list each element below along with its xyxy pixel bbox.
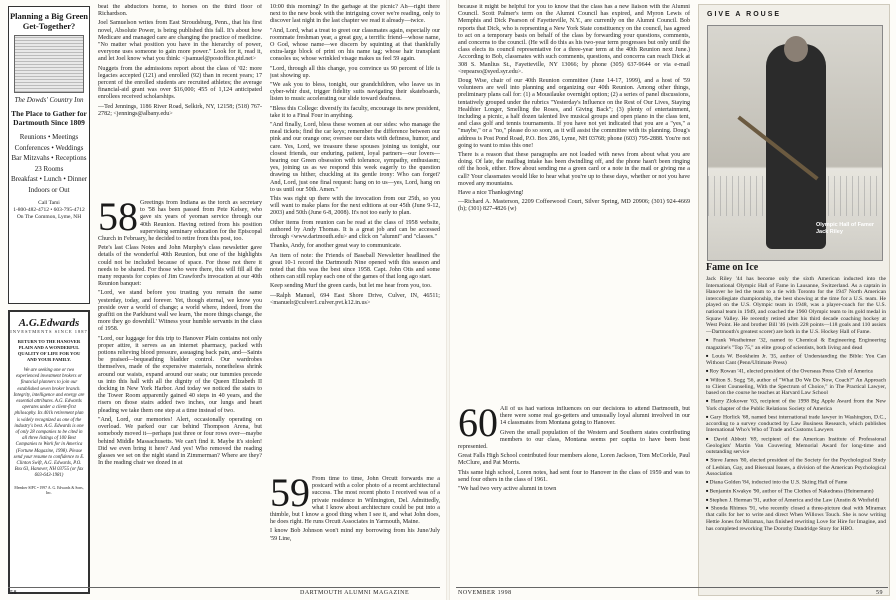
agedwards-fine-print: Member SIPC • 1997 A. G. Edwards & Sons, Inc. <box>14 485 84 495</box>
player-head <box>784 36 808 62</box>
honor-text: Shonda Rhimes '91, who recently closed a three-picture deal with Miramax that calls for her to write and direct When Willows Touch. She is now writing Hettie Jones for Miramax, has finished rewriting Love for Hire for Imagine, and has completed reworking The Dorothy Dandridge Story for HBO. <box>706 505 886 532</box>
class-notes-column <box>458 4 690 404</box>
honor-text: Louis W. Bookheim Jr. '35, author of Understanding the Bible: You Can Without Cant (Penn/Ultimate Press) <box>706 353 886 366</box>
bullet-icon: ■ <box>706 487 710 493</box>
paragraph: "Lord, we stand before you trusting you remain the same yesterday, today, and forever. Yet, though eternal, we know you preside over a world of change; a world where, indeed, from the graffiti on the Parkhurst wall we learn, 'the more things change, the more they go downhill.' Witness your humble servants in the class of 1958. <box>98 290 262 333</box>
bullet-icon: ■ <box>706 505 711 511</box>
bullet-icon: ■ <box>706 376 711 382</box>
inn-contact <box>9 200 89 221</box>
inn-service: Reunions • Meetings <box>19 133 79 141</box>
paragraph: —Ralph Manuel, 694 East Shore Drive, Culver, IN, 46511; <manuelr@culver1.culver.pvt.k12.in.us> <box>270 292 440 306</box>
paragraph: beat the abductors home, to horses on the third floor of Richardson. <box>98 4 262 18</box>
magazine-name: DARTMOUTH ALUMNI MAGAZINE <box>300 590 410 596</box>
honor-item <box>706 398 886 412</box>
inn-name: The Dowds' Country Inn <box>14 96 84 104</box>
honor-item <box>706 353 886 367</box>
paragraph: "We ask you to bless, tonight, our grandchildren, who leave us in cyber-whir dust, trigger fidelity suits navigating their skateboards, listen to music accelerating our slide toward deafness. <box>270 82 440 103</box>
bullet-icon: ■ <box>706 367 710 373</box>
honor-text: Steve James '80, elected president of the Society for the Psychological Study of Lesbian, Gay, and Bisexual Issues, a division of the American Psychological Association <box>706 457 886 478</box>
honor-text: David Abbott '69, recipient of the American Institute of Professional Geologists' Martin Van Couvering Memorial Award for long-time and outstanding service <box>706 436 886 456</box>
honor-item <box>706 497 886 504</box>
sidebar-lead: Jack Riley '44 has become only the sixth American inducted into the International Olympic Hall of Fame in Lausanne, Switzerland. As a captain in Hanover he led the team to a tie with Toronto for the 1947 North American intercollegiate championship, the best showing at the time for a U.S. team. He played on the U.S. Olympic team in 1948, was a player-coach for the U.S. national team in 1949, and coached the 1960 Olympic team to its gold medal in Squaw Valley. He recently retired after his third decade coaching hockey at West Point. He and brother Bill '46 (with 228 points—118 goals and 110 assists—Dartmouth's greatest scorer) are both in the U.S. Hockey Hall of Fame. <box>706 276 886 335</box>
paragraph: This same high school, Loren notes, had sent four to Hanover in the class of 1959 and was to send four others in the class of 1961. <box>458 469 690 483</box>
paragraph: Doug Wise, chair of our 40th Reunion committee (June 14-17, 1999), and a host of '59 volunteers are well into planning and organizing our 40th Reunion. Among other things, preliminary plans call for: (1) a Mousilauke overnight option; (2) a series of panel discussions, tentatively grouped under the rubrics "Yesterday's Influence on the Rest of Our Lives, Staying Healthier Longer, Smelling the Roses, and Giving Back"; (3) plenty of entertainment, including a picnic, a half dozen talented live musical groups and open piano in the class tent, and class golf and tennis tournaments. If you have not yet indicated that you are a "yes," a "maybe," or a "no," please do so soon, as it will assist the committee with its planning. Doug's address is Post Pond Road, P.O. Box 286, Lyme, NH 03768; phone (603) 795-2888. You're not going to want to miss this one! <box>458 78 690 149</box>
inn-service: Conferences • Weddings <box>14 143 84 152</box>
footer-rule <box>8 587 440 588</box>
honor-text: Harry Zlokower '63, recipient of the 1998 Big Apple Award from the New York chapter of the Public Relations Society of America <box>706 398 886 412</box>
inn-service: Indoors or Out <box>28 185 70 194</box>
paragraph: "And, Lord, our memories! Alert, occasionally operating on overload. We parked our car behind Thompson Arena, but somebody moved it—perhaps just three or four rows over—maybe behind Middle Massachusetts. We can't find it. Maybe it's stolen! Did we even bring it here? And yes! Who removed the reading glasses we set on the night stand in Zimmerman? Where are they? In the reading chair we dozed in at <box>98 416 262 467</box>
inn-tagline: The Place to Gather for Dartmouth Since 1809 <box>11 109 87 127</box>
honor-text: Roy Rowan '41, elected president of the Overseas Press Club of America <box>709 368 873 375</box>
paragraph: "And finally, Lord, bless these women at our sides: who manage the meal tickets; find the car keys; remember the difference between our pink and our orange one; oversee our diets with deftness, humor, and care. Yes, Lord, we treasure these spouses joining us tonight, our closest friends, our enduring, patient, loyal partners—our lovers—bearing our Green obsession with tolerance, sympathy, enthusiasm; yes, joining us as we respond this week eagerly to the question drawing us hither, chuckling at its gentle irony: Who can forget? And, Lord, just one final request: hang on to us—yes, Lord, hang on to us until our 50th. Amen." <box>270 122 440 193</box>
page-number-left: 58 <box>10 590 17 596</box>
paragraph: Have a nice Thanksgiving! <box>458 190 524 197</box>
bullet-icon: ■ <box>706 457 711 463</box>
honor-text: Gary Horlick '68, named best international trade lawyer in Washington, D.C., according to a survey conducted by Law Business Research, which publishes International Who's Who of Trade and Customs Lawyers <box>706 414 886 434</box>
paragraph: Pete's last Class Notes and John Murphy's class newsletter gave details of the wonderful 40th Reunion, but one of the highlights could not be included because of space. For those not there it needs to be shared. For those who were there, this will fill all the many requests for copies of Jim Crawford's invocation at our 40th Reunion banquet: <box>98 245 262 288</box>
honor-item <box>706 436 886 456</box>
honor-item <box>706 368 886 375</box>
footer-rule <box>456 587 888 588</box>
bullet-icon: ■ <box>706 435 714 441</box>
jack-riley-photo <box>707 25 883 261</box>
honor-item <box>706 505 886 532</box>
paragraph: All of us had various influences on our decisions to attend Dartmouth, but there were some real go-getters and unusually loyal alumni involved in our 14 classmates from Montana going to Hanover. <box>500 406 690 427</box>
inn-contact-line: Call Tami <box>38 200 60 206</box>
inn-contact-line: 1-800-482-4712 • 603-795-4712 <box>13 207 85 213</box>
inn-service: Breakfast • Lunch • Dinner <box>10 175 88 183</box>
class-1960-notes <box>458 406 690 584</box>
honor-item <box>706 377 886 397</box>
paragraph: Keep sending Murf the green cards, but let me hear from you, too. <box>270 283 432 290</box>
agedwards-advertisement[interactable] <box>8 310 90 594</box>
caption-line: Jack Riley <box>816 229 843 235</box>
class-notes-column <box>98 4 262 200</box>
class-year-numeral: 58 <box>98 200 138 239</box>
class-1959-notes <box>270 476 440 584</box>
inn-ad-headline: Planning a Big Green Get-Together? <box>9 11 88 31</box>
paragraph: —Richard A. Masterson, 2209 Coffeewood Court, Silver Spring, MD 20906; (301) 924-4669 (h); (301) 827-4826 (w) <box>458 199 690 213</box>
paragraph: Great Falls High School contributed four members alone, Loren Jackson, Tom McCorkle, Paul McClure, and Pat Morris. <box>458 453 690 467</box>
paragraph: because it might be helpful for you to know that the class has a new liaison with the Alumni Council. Scott Palmer's term on the Alumni Council has expired, and Myron Lewis of Memphis and Dick Pearson of Fayetteville, N.Y., are currently on the Alumni Council. Bob reports that Dick, who is reprsenting a New York State constituency on the council, has agreed to act on a temporary basis on behalf of the class by forwarding your questions, comments, and concerns to the council. (He will do this as his two-year term progresses but only until the class elects its council representative for a three-year term at the 40th Reunion next June.) According to Bob, classmates with such comments, questions, and concerns can reach Dick at 308 S. Manlius St., Fayetteville, NY 13066; by phone (305) 637-9644 or via e-mail <repearso@syed.syr.edu>. <box>458 4 690 75</box>
bullet-icon: ■ <box>706 479 710 485</box>
sidebar-heading: Fame on Ice <box>706 262 759 273</box>
inn-service: 23 Rooms <box>34 164 64 173</box>
paragraph: From time to time, John Orcutt forwards me a postcard with a color photo of a recent architectural success. The most recent photo I received was of a private residence in Wilmington, Del. Admittedly, what I know about architecture could be put into a thimble, but I know a good thing when I see it, and what John does, he does right. He runs Orcutt Associates in Yarmouth, Maine. <box>270 476 440 526</box>
paragraph: "Lord, our luggage for this trip to Hanover Plain contains not only proper attire, it serves as an internet pharmacy, packed with potions relieving blood pressure, assuaging back pain, and—Saints be praised—bequeathing bladder control. Our wardrobes themselves, made of the expensive materials, nonetheless shrink around our waists, expand around our seats; our tummies precede us into this hall with all the dignity of the Queen Elizabeth II docking in New York Harbor. And today we noticed the stairs to the Tower Room apparently gained 40 steps in 40 years, and the risers on those stairs added two inches, our lungs and heart pleading we take them one step at a time instead of two. <box>98 335 262 414</box>
paragraph: "Lord, through all this change, you convince us 90 percent of life is just showing up. <box>270 65 440 79</box>
paragraph: I know Bob Johnson won't mind my borrowing from his June/July '59 Line, <box>270 528 440 542</box>
honor-text: Wilton S. Sogg '56, author of "What Do We Do Now, Coach?" An Approach to Client Counseling, With the Spectrum of Choice," in The Practical Lawyer, based on the course he teaches at Harvard Law School <box>706 377 886 397</box>
honor-item <box>706 488 886 495</box>
paragraph: Given the small population of the Western and Southern states contributing members to our class, Montana seems per capita to have been best represented. <box>458 429 690 451</box>
inn-advertisement[interactable] <box>8 6 90 304</box>
paragraph: This was right up there with the invocation from our 25th, so you will want to make plans for the next editions at our 45th (June 9-12, 2003) and 50th (June 6-8, 2008). It's not too early to plan. <box>270 196 440 217</box>
paragraph: An item of note: the Friends of Baseball Newsletter headlined the great 10-1 record the Dartmouth Nine opened with this season and noted that this was the best since 1958. Capt. John Otis and some others can still replay each one of the games of that long ago start. <box>270 252 440 281</box>
paragraph: Thanks, Andy, for another great way to communicate. <box>270 243 402 250</box>
bullet-icon: ■ <box>706 398 712 404</box>
paragraph: "And, Lord, what a treat to greet our classmates again, especially our roommate freshman year, a great guy, a terrific friend—whose name, O God, whose name—we discern by squinting at that thankfully extra-large block of print on his name tag; whose hair transplant consoles us; whose wrinkled visage makes us feel 59 again. <box>270 27 440 63</box>
paragraph: Greetings from Indiana as the torch as secretary to '58 has been passed from Pete Kelsey, who gave six years of yeoman service through our 40th Reunion. Having retired from his position supervising seminary education for the Episcopal Church in February, he decided to retire from this post, too. <box>98 200 262 243</box>
honor-item <box>706 479 886 486</box>
bullet-icon: ■ <box>706 337 714 343</box>
class-1958-notes <box>98 200 262 584</box>
bullet-icon: ■ <box>706 413 711 419</box>
inn-services <box>9 132 89 195</box>
honor-text: Frank Westheimer '32, named to Chemical & Engineering Engineering magazine's "Top 75," an elite group of scientists, both living and dead <box>706 337 886 351</box>
paragraph: Other items from reunion can be read at the class of 1958 website, authored by Andy Thomas. It is a great job and can be accessed through <www.dartmouth.edu> and click on "alumni" and "classes." <box>270 219 440 241</box>
honor-text: Benjamin Kwakye '90, author of The Clothes of Nakedness (Heinemann) <box>709 488 874 495</box>
agedwards-body: We are seeking one or two experienced investment brokers or financial planners to join our established seven broker branch. Integrity, intelligence and energy are essential attributes. A.G. Edwards operates under a client-first philosophy. Its 401k retirement plan is widely recognized as one of the industry's best. A.G. Edwards is one of only 28 companies to be cited in all three listings of 100 Best Companies to Work for in America (Fortune Magazine, 1998). Please send your resume to confidence to E. Clinton Swift, A.G. Edwards, P.O. Box 63, Hanover, NH 03755 (or fax 603-643-1981) <box>13 368 85 479</box>
agedwards-logo: A.G.Edwards <box>18 317 80 329</box>
bullet-icon: ■ <box>706 496 710 502</box>
photo-caption <box>816 222 874 236</box>
honor-item <box>706 457 886 477</box>
caption-line: Olympic Hall of Famer <box>816 222 875 228</box>
honor-item <box>706 414 886 434</box>
paragraph: "Bless this College: diversify its faculty, encourage its new president, take it to a Final Four in anything. <box>270 105 440 119</box>
inn-illustration <box>14 35 84 93</box>
paragraph: Nuggets from the admissions report about the class of '02: more legacies accepted (121) and enrolled (92) than in recent years; 17 percent of the enrolled students are recruited athletes; the average financial-aid grant was over $16,000; 455 of 1,124 anticipated enrollees received scholarships. <box>98 65 262 101</box>
inn-contact-line: On The Common, Lyme, NH <box>16 214 82 220</box>
agedwards-intro: RETURN TO THE HANOVER PLAIN AND A WONDERFUL QUALITY OF LIFE FOR YOU AND YOUR FAMILY. <box>17 339 81 362</box>
paragraph: "We had two very active alumni in town <box>458 486 557 493</box>
class-year-numeral: 59 <box>270 476 310 515</box>
sidebar-title: GIVE A ROUSE <box>707 11 782 18</box>
paragraph: There is a reason that these paragraphs are not loaded with news from about what you are doing. Of late, the mailbag intake has been dwindling off, and the phone hasn't been ringing off the hook, either. How about sending me a green card or a note in the mail or giving me a call? Your classmates would like to hear what you're up to these days, whether or not you have moved any mountains. <box>458 152 690 187</box>
honor-text: Stephen J. Herman '91, author of America and the Law (Anstin & Winfield) <box>709 497 880 504</box>
sidebar-body <box>706 276 886 590</box>
paragraph: Joel Samuelson writes from East Stroudsburg, Penn., that his first novel, Absolute Power, is being published this fall. It's about how Medicare and managed care are changing the practice of medicine. "No matter what position you have in the hierarchy of power, everyone uses someone to gain more power." Look for it, read it, and let Joel know what you think: <jsamuel@postoffice.ptd.net> <box>98 20 262 63</box>
honor-item <box>706 337 886 351</box>
agedwards-since: INVESTMENTS SINCE 1887 <box>10 329 88 334</box>
issue-date: NOVEMBER 1998 <box>458 590 512 596</box>
honor-text: Diana Golden '84, inducted into the U.S. Skiing Hall of Fame <box>709 479 848 486</box>
inn-service: Bar Mitzvahs • Receptions <box>11 154 87 162</box>
paragraph: 10:00 this morning? In the garbage at the picnic? Ah—right there next to the new book with the intriguing cover we're reading, only to discover last night in the last chapter we read it already—twice. <box>270 4 440 25</box>
bullet-icon: ■ <box>706 352 712 358</box>
page-number-right: 59 <box>876 590 883 596</box>
paragraph: —Ted Jennings, 1186 River Road, Selkirk, NY, 12158; (518) 767-2782; <jennings@albany.edu> <box>98 103 262 117</box>
class-notes-column <box>270 4 440 474</box>
class-year-numeral: 60 <box>458 406 498 445</box>
